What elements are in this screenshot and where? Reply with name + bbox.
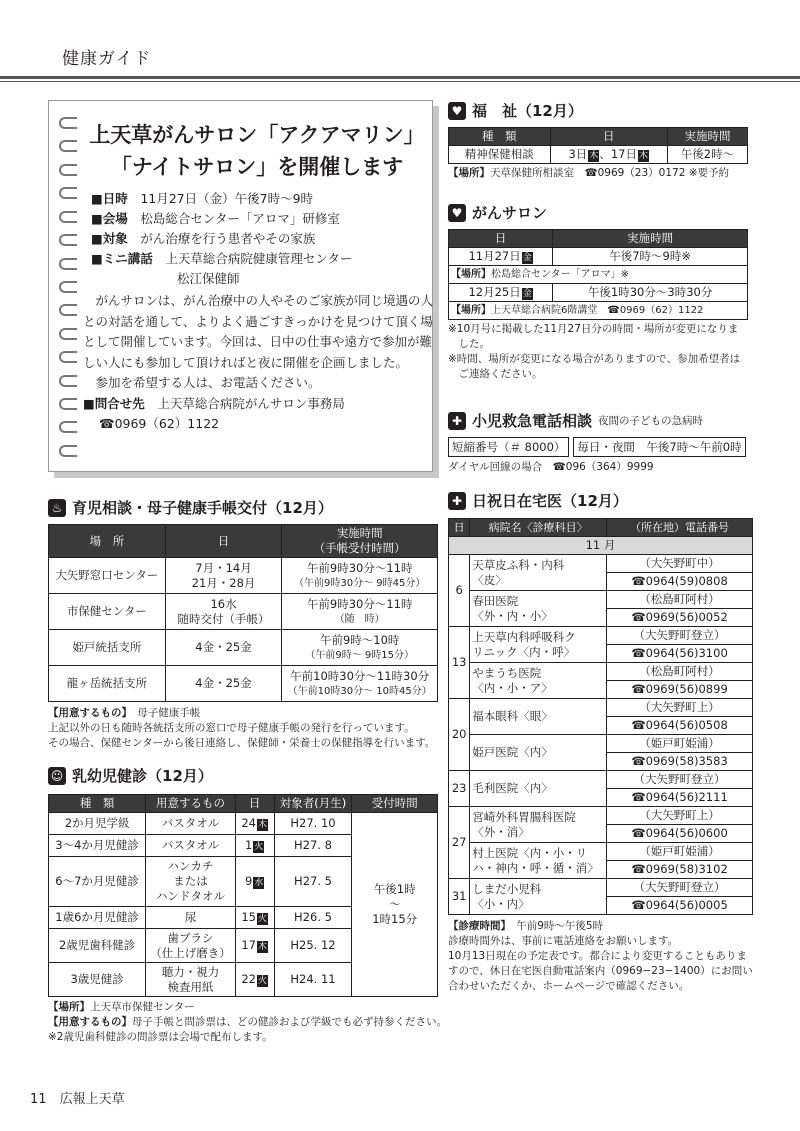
ikuji-heading: ♨ 育児相談・母子健康手帳交付（12月） <box>48 497 438 518</box>
salon-body: がんサロンは、がん治療中の人やそのご家族が同じ境遇の人との対話を通して、よりよく過ごすきっかけを見つけて頂く場として開催しています。今回は、日中の仕事や遠方で参加が難しい人にも参加して頂ければと夜に開催を企画しました。 参加を希望する人は、お電話ください。 ■問合せ先 上天草総合病院がんサロン事務局 ☎0969（62）1122 <box>83 293 434 431</box>
cross-icon: ✚ <box>448 492 466 510</box>
short-number: 短縮番号（＃ 8000） <box>448 437 569 457</box>
welfare-heading: ♥ 福 祉（12月） <box>448 100 748 121</box>
gan-salon-section: ♥ がんサロン 日 実施時間 11月27日 金 午後7時～9時※ 【場所】松島総合センター「アロマ」※ 12月25日 金 午後1時30分～3時30分 【場所】上天草総合病院6階講堂 ☎0969（62）1122 ※10月号に掲載した11月27日分の時間・場所が変更になりました。 ※時間、場所が変更になる場合がありますので、参加希望者はご連絡ください。 <box>448 202 748 382</box>
nyuyoji-table: 種 類 用意するもの 日 対象者(月生) 受付時間 2か月児学級 バスタオル 24 木 H27. 10 午後1時 ～ 1時15分 3～4か月児健診 バスタオル 1 火 H27. 8 6～7か月児健診 ハンカチ または ハンドタオル 9 水 H27. 5 1歳6か月児健診 尿 15 火 H26. 5 2歳児歯科健診 歯ブラシ （仕上げ磨き） 17 木 H25. 12 3歳児健診 聴力・視力 検査用紙 22 火 H24. 11 <box>48 794 438 997</box>
child-tel-section <box>448 410 753 475</box>
salon-details: ■日時 11月27日（金）午後7時～9時 ■会場 松島総合センター「アロマ」研修室 ■対象 がん治療を行う患者やその家族 ■ミニ講話 上天草総合病院健康管理センター 松江保健師 <box>91 191 353 286</box>
dial-line: ダイヤル回線の場合 ☎096（364）9999 <box>448 461 654 473</box>
gan-table: 日 実施時間 11月27日 金 午後7時～9時※ 【場所】松島総合センター「アロマ」※ 12月25日 金 午後1時30分～3時30分 【場所】上天草総合病院6階講堂 ☎0969（62）1122 <box>448 229 748 320</box>
cross-icon: ✚ <box>448 412 466 430</box>
nyuyoji-section: ☺ 乳幼児健診（12月） 種 類 用意するもの 日 対象者(月生) 受付時間 2か月児学級 バスタオル 24 木 H27. 10 午後1時 ～ 1時15分 3～4か月児健診 バスタオル 1 火 H27. 8 6～7か月児健診 ハンカチ または ハンドタオル 9 水 H27. 5 1歳6か月児健診 尿 15 火 H26. 5 2歳児歯科健診 歯ブラシ （仕上げ磨き） 17 木 H25. 12 3歳児健診 聴力・視力 検査用紙 22 火 H24. 11 【場所】上天草市保健センター 【用意するもの】母子手帳と問診票は、どの健診および学級でも必ず持参ください。 ※2歳児歯科健診の問診票は会場で配布します。 <box>48 767 447 1043</box>
page-footer: 11 広報上天草 <box>30 1092 125 1107</box>
month-row: 11 月 <box>449 537 753 555</box>
header-rule <box>0 76 800 82</box>
notebook-rings <box>59 117 81 457</box>
salon-title: 上天草がんサロン「アクアマリン」 「ナイトサロン」を開催します <box>89 123 425 179</box>
hours: 毎日・夜間 午後7時～午前0時 <box>573 437 745 457</box>
bottle-icon: ♨ <box>48 499 66 517</box>
heart-icon: ♥ <box>448 102 466 120</box>
welfare-table: 種 類 日 実施時間 精神保健相談 3日 木、17日 木 午後2時～ <box>448 127 748 164</box>
ikuji-table: 場 所 日 実施時間 （手帳受付時間） 大矢野窓口センター 7月・14月 21月・28月 午前9時30分～11時 （午前9時30分～ 9時45分） 市保健センター 16水 随時交付（手帳） 午前9時30分～11時 （随 時） 姫戸統括支所 4金・25金 午前9時～10時 （午前9時～ 9時15分） 龍ヶ岳統括支所 4金・25金 午前10時30分～11時30分 （午前10時30分～ 10時45分） <box>48 524 438 702</box>
holiday-section: ✚ 日祝日在宅医（12月） 日 病院名〈診療科目〉 （所在地）電話番号 11 月 6 天草皮ふ科・内科 〈皮〉 （大矢野町中） ☎0964(59)0808 春田医院 〈外・内・小〉 （松島町阿村） ☎0969(56)0052 13 上天草内科呼吸科ク リニック〈内・呼〉 （大矢野町登立） ☎0964(56)3100 やまうち医院 〈内・小・ア〉 （松島町阿村） ☎0969(56)0899 20 福本眼科〈眼〉 （大矢野町上） ☎0964(56)0508 姫戸医院〈内〉 （姫戸町姫浦） ☎0969(58)3583 23 毛利医院〈内〉 （大矢野町登立） ☎0964(56)2111 27 宮崎外科胃腸科医院 〈外・消〉 （大矢野町上） ☎0964(56)0600 村上医院〈内・小・リ ハ・神内・呼・循・消〉 （姫戸町姫浦） ☎0969(58)3102 31 しまだ小児科 〈小・内〉 （大矢野町登立） ☎0964(56)0005 【診療時間】 午前9時～午後5時 診療時間外は、事前に電話連絡をお願いします。 10月13日現在の予定表です。都合により変更することもありますので、休日在宅医自動電話案内（0969−23−1400）にお問い合わせいただくか、ホームページで確認ください。 <box>448 492 753 992</box>
holiday-table: 日 病院名〈診療科目〉 （所在地）電話番号 11 月 6 天草皮ふ科・内科 〈皮〉 （大矢野町中） ☎0964(59)0808 春田医院 〈外・内・小〉 （松島町阿村） ☎0969(56)0052 13 上天草内科呼吸科ク リニック〈内・呼〉 （大矢野町登立） ☎0964(56)3100 やまうち医院 〈内・小・ア〉 （松島町阿村） ☎0969(56)0899 20 福本眼科〈眼〉 （大矢野町上） ☎0964(56)0508 姫戸医院〈内〉 （姫戸町姫浦） ☎0969(58)3583 23 毛利医院〈内〉 （大矢野町登立） ☎0964(56)2111 27 宮崎外科胃腸科医院 〈外・消〉 （大矢野町上） ☎0964(56)0600 村上医院〈内・小・リ ハ・神内・呼・循・消〉 （姫戸町姫浦） ☎0969(58)3102 31 しまだ小児科 〈小・内〉 （大矢野町登立） ☎0964(56)0005 <box>448 518 753 915</box>
heart-icon: ♥ <box>448 204 466 222</box>
gan-heading: ♥ がんサロン <box>448 202 748 223</box>
nyuyoji-heading: ☺ 乳幼児健診（12月） <box>48 765 438 786</box>
child-tel-heading: ✚ 小児救急電話相談 夜間の子どもの急病時 <box>448 410 753 431</box>
baby-icon: ☺ <box>48 767 66 785</box>
ikuji-section: ♨ 育児相談・母子健康手帳交付（12月） 場 所 日 実施時間 （手帳受付時間） 大矢野窓口センター 7月・14月 21月・28月 午前9時30分～11時 （午前9時30分～ 9時45分） 市保健センター 16水 随時交付（手帳） 午前9時30分～11時 （随 時） 姫戸統括支所 4金・25金 午前9時～10時 （午前9時～ 9時15分） 龍ヶ岳統括支所 4金・25金 午前10時30分～11時30分 （午前10時30分～ 10時45分） 【用意するもの】 母子健康手帳 上記以外の日も随時各統括支所の窓口で母子健康手帳の発行を行っています。 その場合、保健センターから後日連絡し、保健師・栄養士の保健指導を行います。 <box>48 497 438 751</box>
holiday-heading: ✚ 日祝日在宅医（12月） <box>448 490 753 511</box>
page-header-title: 健康ガイド <box>62 49 152 69</box>
welfare-section: ♥ 福 祉（12月） 種 類 日 実施時間 精神保健相談 3日 木、17日 木 午後2時～ 【場所】天草保健所相談室 ☎0969（23）0172 ※要予約 <box>448 100 748 181</box>
salon-box <box>48 100 433 472</box>
